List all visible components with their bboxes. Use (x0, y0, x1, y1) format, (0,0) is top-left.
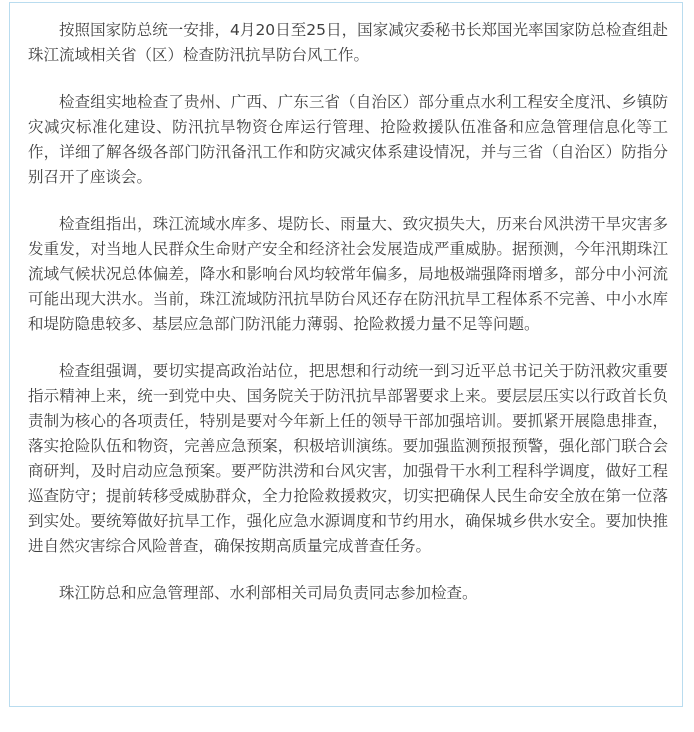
paragraph-findings: 检查组指出，珠江流域水库多、堤防长、雨量大、致灾损失大，历来台风洪涝干旱灾害多发重发，对当地人民群众生命财产安全和经济社会发展造成严重威胁。据预测，今年汛期珠江流域气候状况总体偏差，降水和影响台风均较常年偏多，局地极端强降雨增多，部分中小河流可能出现大洪水。当前，珠江流域防汛抗旱防台风还存在防汛抗旱工程体系不完善、中小水库和堤防隐患较多、基层应急部门防汛能力薄弱、抢险救援力量不足等问题。 (28, 215, 668, 333)
paragraph-requirements: 检查组强调，要切实提高政治站位，把思想和行动统一到习近平总书记关于防汛救灾重要指示精神上来，统一到党中央、国务院关于防汛抗旱部署要求上来。要层层压实以行政首长负责制为核心的各项责任，特别是要对今年新上任的领导干部加强培训。要抓紧开展隐患排查，落实抢险队伍和物资，完善应急预案，积极培训演练。要加强监测预报预警，强化部门联合会商研判，及时启动应急预案。要严防洪涝和台风灾害，加强骨干水利工程科学调度，做好工程巡查防守；提前转移受威胁群众，全力抢险救援救灾，切实把确保人民生命安全放在第一位落到实处。要统筹做好抗旱工作，强化应急水源调度和节约用水，确保城乡供水安全。要加快推进自然灾害综合风险普查，确保按期高质量完成普查任务。 (28, 362, 668, 555)
paragraph-inspection: 检查组实地检查了贵州、广西、广东三省（自治区）部分重点水利工程安全度汛、乡镇防灾减灾标准化建设、防汛抗旱物资仓库运行管理、抢险救援队伍准备和应急管理信息化等工作，详细了解各级各部门防汛备汛工作和防灾减灾体系建设情况，并与三省（自治区）防指分别召开了座谈会。 (28, 93, 668, 186)
article-frame (9, 2, 683, 707)
paragraph-schedule: 按照国家防总统一安排，4月20日至25日，国家减灾委秘书长郑国光率国家防总检查组赴珠江流域相关省（区）检查防汛抗旱防台风工作。 (28, 21, 668, 64)
paragraph-participants: 珠江防总和应急管理部、水利部相关司局负责同志参加检查。 (59, 584, 478, 602)
article-body (28, 18, 668, 628)
